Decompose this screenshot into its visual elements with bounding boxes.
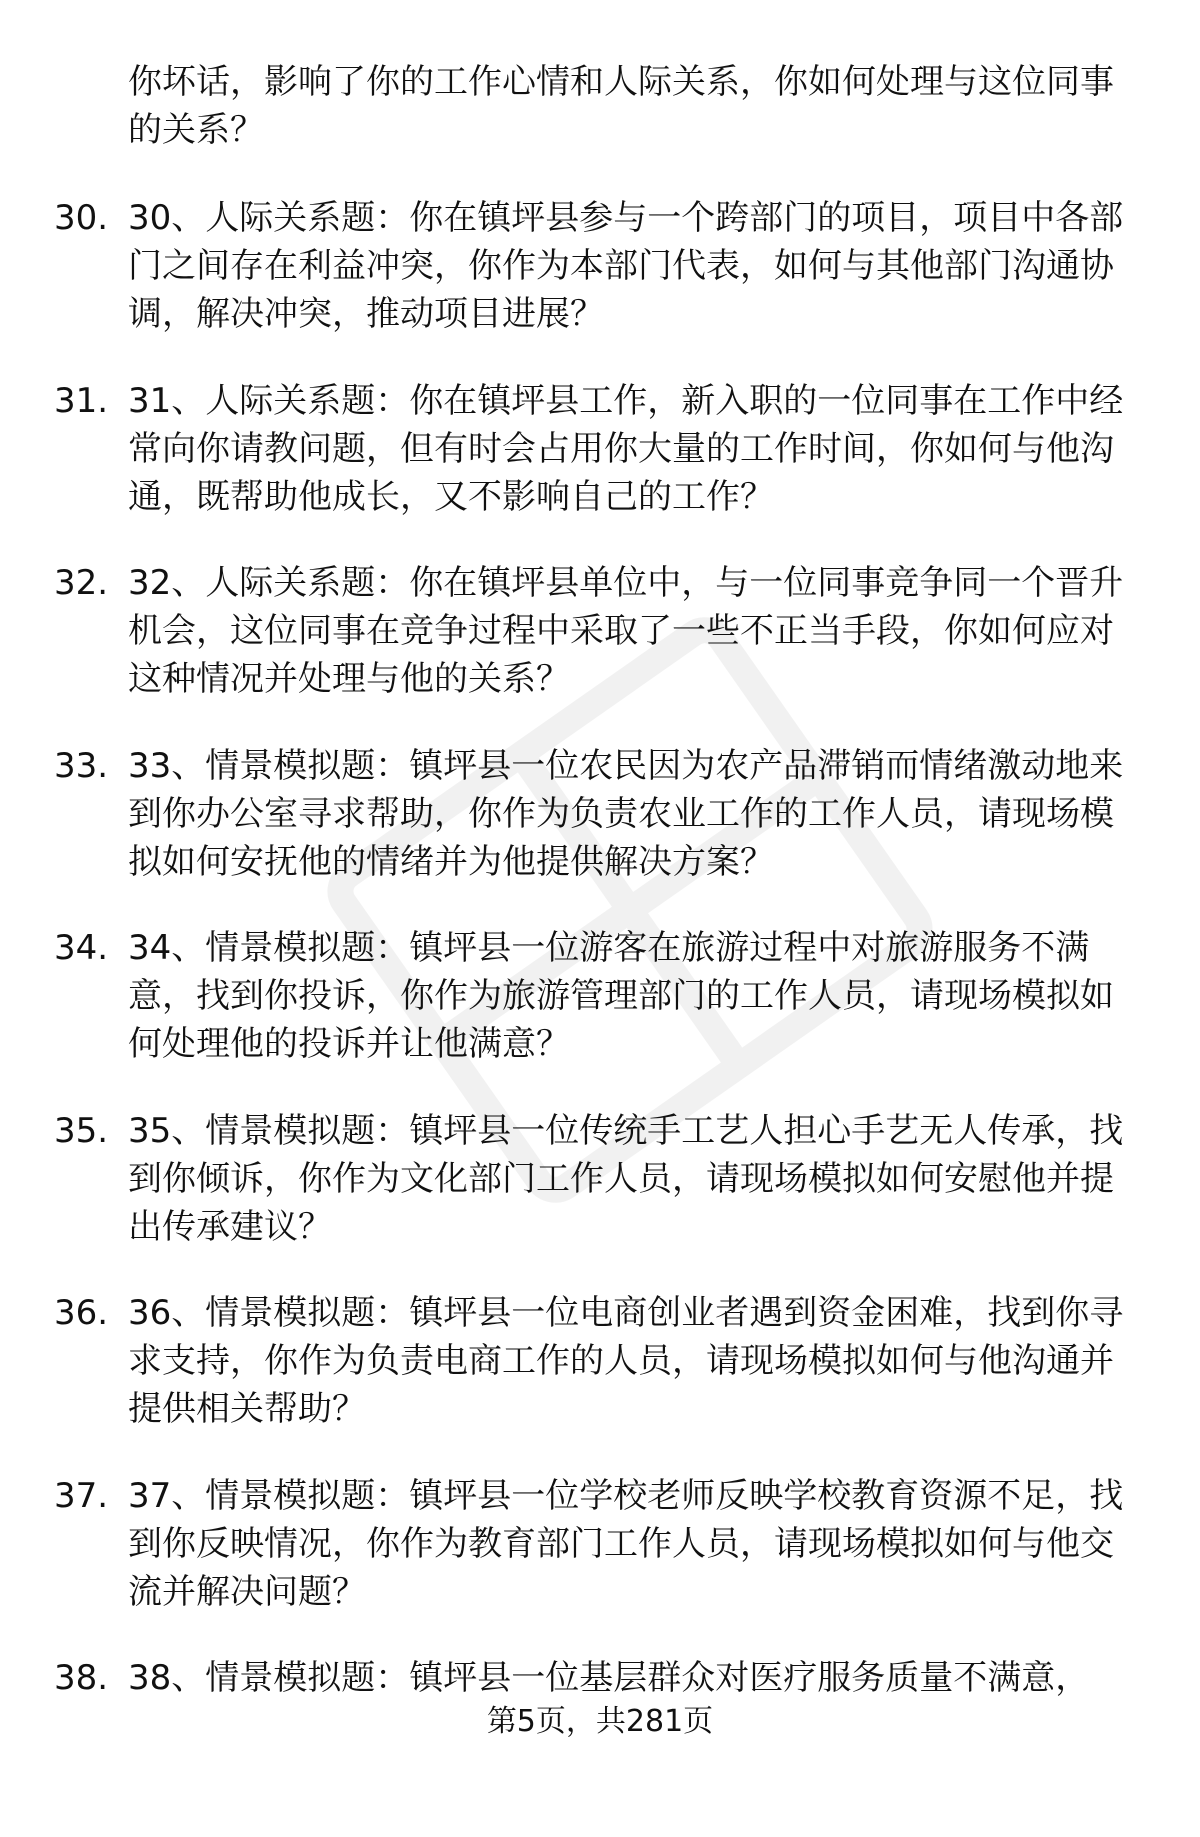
page-footer: 第5页，共281页 bbox=[486, 1704, 714, 1739]
question-text: 35、情景模拟题：镇坪县一位传统手工艺人担心手艺无人传承，找到你倾诉，你作为文化部门工作人员，请现场模拟如何安慰他并提出传承建议？ bbox=[128, 1110, 1124, 1247]
question-item-33 bbox=[0, 742, 1200, 925]
question-text: 31、人际关系题：你在镇坪县工作，新入职的一位同事在工作中经常向你请教问题，但有时会占用你大量的工作时间，你如何与他沟通，既帮助他成长，又不影响自己的工作？ bbox=[128, 380, 1124, 517]
question-item-35 bbox=[0, 1107, 1200, 1290]
question-item-37 bbox=[0, 1472, 1200, 1655]
question-item-30 bbox=[0, 194, 1200, 377]
question-text: 32、人际关系题：你在镇坪县单位中，与一位同事竞争同一个晋升机会，这位同事在竞争过程中采取了一些不正当手段，你如何应对这种情况并处理与他的关系？ bbox=[128, 563, 1124, 699]
question-number: 32. bbox=[54, 563, 109, 603]
question-number: 37. bbox=[54, 1475, 109, 1516]
question-number: 38. bbox=[54, 1658, 109, 1698]
question-text: 37、情景模拟题：镇坪县一位学校老师反映学校教育资源不足，找到你反映情况，你作为教育部门工作人员，请现场模拟如何与他交流并解决问题？ bbox=[128, 1475, 1124, 1612]
question-item-32 bbox=[0, 559, 1200, 742]
question-text: 30、人际关系题：你在镇坪县参与一个跨部门的项目，项目中各部门之间存在利益冲突，你作为本部门代表，如何与其他部门沟通协调，解决冲突，推动项目进展？ bbox=[128, 198, 1124, 334]
continuation-paragraph: 你坏话，影响了你的工作心情和人际关系，你如何处理与这位同事的关系？ bbox=[128, 62, 1114, 150]
question-text: 38、情景模拟题：镇坪县一位基层群众对医疗服务质量不满意， bbox=[128, 1658, 1090, 1698]
question-number: 34. bbox=[54, 928, 109, 968]
question-text: 36、情景模拟题：镇坪县一位电商创业者遇到资金困难，找到你寻求支持，你作为负责电商工作的人员，请现场模拟如何与他沟通并提供相关帮助？ bbox=[128, 1293, 1124, 1429]
question-number: 30. bbox=[54, 198, 109, 238]
question-text: 33、情景模拟题：镇坪县一位农民因为农产品滞销而情绪激动地来到你办公室寻求帮助，你作为负责农业工作的工作人员，请现场模拟如何安抚他的情绪并为他提供解决方案？ bbox=[128, 745, 1124, 882]
question-number: 31. bbox=[54, 380, 109, 421]
question-number: 36. bbox=[54, 1293, 109, 1333]
question-number: 33. bbox=[54, 745, 109, 786]
question-text: 34、情景模拟题：镇坪县一位游客在旅游过程中对旅游服务不满意，找到你投诉，你作为旅游管理部门的工作人员，请现场模拟如何处理他的投诉并让他满意？ bbox=[128, 928, 1114, 1064]
question-list bbox=[0, 194, 1200, 1837]
question-number: 35. bbox=[54, 1110, 109, 1151]
question-item-38 bbox=[0, 1654, 1200, 1837]
question-item-36 bbox=[0, 1289, 1200, 1472]
question-item-34 bbox=[0, 924, 1200, 1107]
question-item-31 bbox=[0, 377, 1200, 560]
